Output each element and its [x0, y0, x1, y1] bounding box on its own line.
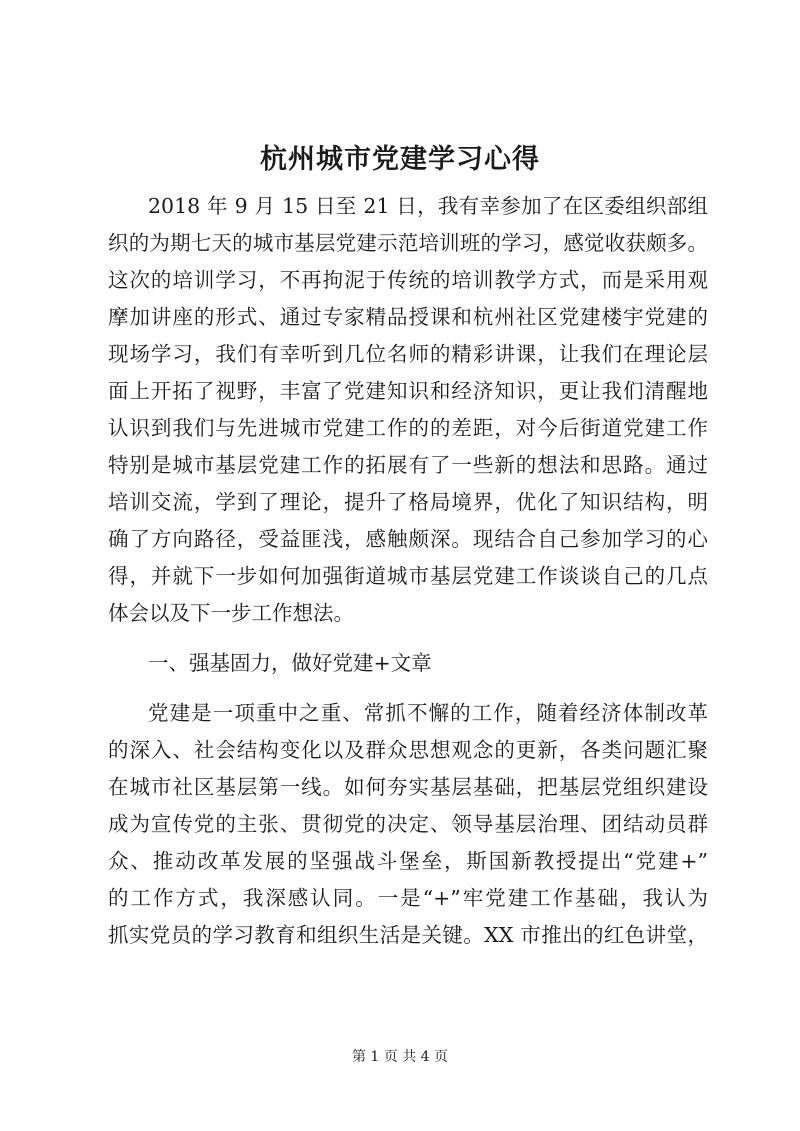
body-line: 面上开拓了视野，丰富了党建知识和经济知识，更让我们清醒地 — [108, 379, 708, 403]
section-heading: 一、强基固力，做好党建+文章 — [148, 651, 432, 675]
body-line: 众、推动改革发展的坚强战斗堡垒，斯国新教授提出“党建+” — [108, 849, 708, 873]
body-line: 确了方向路径，受益匪浅，感触颇深。现结合自己参加学习的心 — [108, 527, 708, 551]
body-line: 的工作方式，我深感认同。一是“+”牢党建工作基础，我认为 — [108, 886, 708, 910]
page-title: 杭州城市党建学习心得 — [260, 144, 540, 175]
body-line: 摩加讲座的形式、通过专家精品授课和杭州社区党建楼宇党建的 — [108, 305, 708, 329]
body-line: 体会以及下一步工作想法。 — [108, 601, 354, 625]
page-footer: 第 1 页 共 4 页 — [351, 1049, 449, 1065]
body-line: 培训交流，学到了理论，提升了格局境界，优化了知识结构，明 — [108, 490, 708, 514]
body-line: 成为宣传党的主张、贯彻党的决定、领导基层治理、团结动员群 — [108, 812, 708, 836]
body-line: 特别是城市基层党建工作的拓展有了一些新的想法和思路。通过 — [108, 453, 708, 477]
body-line: 这次的培训学习，不再拘泥于传统的培训教学方式，而是采用观 — [108, 268, 708, 292]
body-line: 在城市社区基层第一线。如何夯实基层基础，把基层党组织建设 — [108, 775, 708, 799]
body-line: 党建是一项重中之重、常抓不懈的工作，随着经济体制改革 — [148, 701, 708, 725]
body-line: 织的为期七天的城市基层党建示范培训班的学习，感觉收获颇多。 — [108, 231, 708, 255]
body-line: 抓实党员的学习教育和组织生活是关键。XX 市推出的红色讲堂， — [108, 923, 708, 947]
body-line: 2018 年 9 月 15 日至 21 日，我有幸参加了在区委组织部组 — [148, 194, 708, 218]
body-line: 认识到我们与先进城市党建工作的的差距，对今后街道党建工作 — [108, 416, 708, 440]
body-line: 的深入、社会结构变化以及群众思想观念的更新，各类问题汇聚 — [108, 738, 708, 762]
body-line: 现场学习，我们有幸听到几位名师的精彩讲课，让我们在理论层 — [108, 342, 708, 366]
body-line: 得，并就下一步如何加强街道城市基层党建工作谈谈自己的几点 — [108, 564, 708, 588]
